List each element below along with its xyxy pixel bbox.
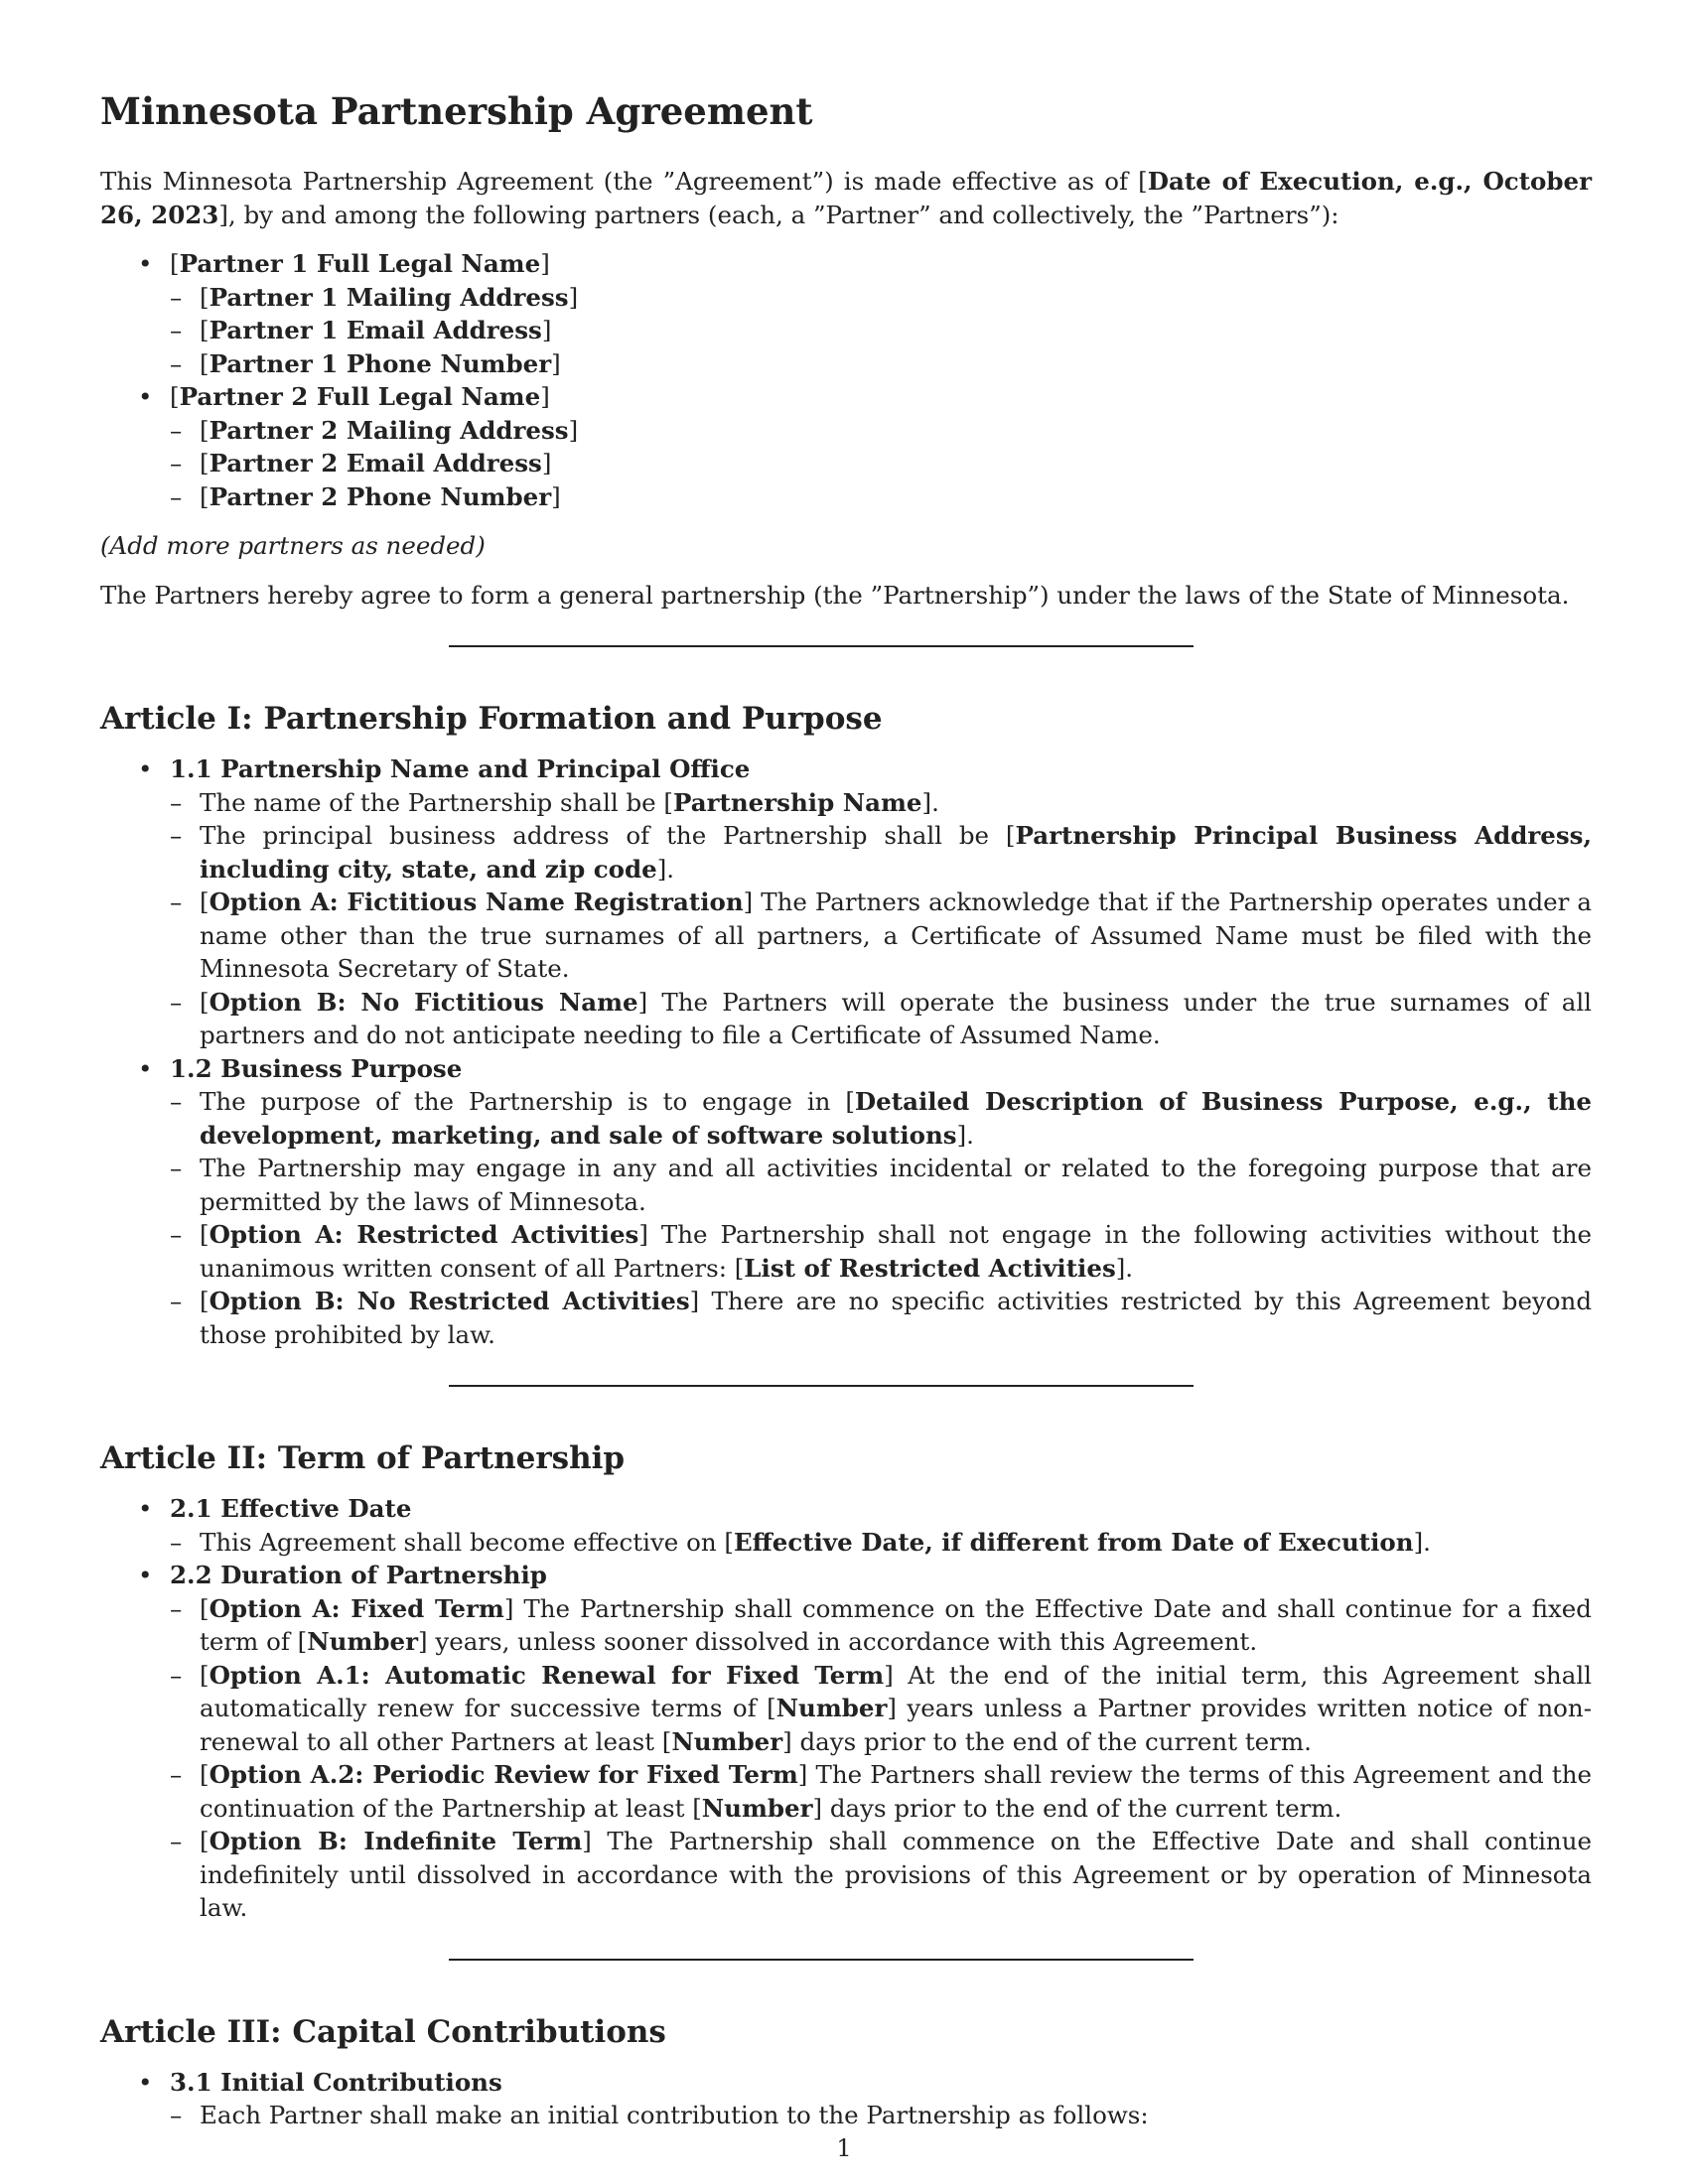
page-number: 1 xyxy=(836,2134,852,2162)
article-1-list xyxy=(138,752,1592,1351)
list-item: – [Option B: Indefinite Term] The Partnership shall commence on the Effective Date and shall continue indefinitely until dissolved in accordance with the provisions of this Agreement or by operation of Minnesota law. xyxy=(170,1825,1592,1925)
list-item: – The principal business address of the Partnership shall be [Partnership Principal Business Address, including city, state, and zip code]. xyxy=(170,819,1592,886)
list-item: – [Partner 1 Mailing Address] xyxy=(170,281,1592,315)
section-3-1: • 3.1 Initial Contributions – Each Partner shall make an initial contribution to the Partnership as follows: xyxy=(138,2066,1592,2132)
list-item: – [Option A: Fictitious Name Registration] The Partners acknowledge that if the Partnership operates under a name other than the true surnames of all partners, a Certificate of Assumed Name must be filed with the Minnesota Secretary of State. xyxy=(170,886,1592,986)
list-item: • [Partner 2 Full Legal Name] – [Partner 2 Mailing Address] – [Partner 2 Email Address] – [Partner 2 Phone Number] xyxy=(138,380,1592,513)
section-1-2: • 1.2 Business Purpose – The purpose of the Partnership is to engage in [Detailed Description of Business Purpose, e.g., the development, marketing, and sale of software solutions]. – The Partnership may engage in any and all activities incidental or related to the foregoing purpose that are permitted by the laws of Minnesota. – [Option A: Restricted Activities] The Partnership shall not engage in the following activities without the unanimous written consent of all Partners: [List of Restricted Activities]. – [Option B: No Restricted Activities] There are no specific activities restricted by this Agreement beyond those prohibited by law. xyxy=(138,1052,1592,1352)
list-item: – [Partner 2 Mailing Address] xyxy=(170,414,1592,448)
article-2-list xyxy=(138,1492,1592,1925)
list-item: – [Partner 1 Email Address] xyxy=(170,314,1592,347)
list-item: – This Agreement shall become effective on [Effective Date, if different from Date of Execution]. xyxy=(170,1526,1592,1560)
list-item: – [Option A: Fixed Term] The Partnership shall commence on the Effective Date and shall continue for a fixed term of [Number] years, unless sooner dissolved in accordance with this Agreement. xyxy=(170,1592,1592,1659)
section-1-1: • 1.1 Partnership Name and Principal Office – The name of the Partnership shall be [Partnership Name]. – The principal business address of the Partnership shall be [Partnership Principal Business Address, including city, state, and zip code]. – [Option A: Fictitious Name Registration] The Partners acknowledge that if the Partnership operates under a name other than the true surnames of all partners, a Certificate of Assumed Name must be filed with the Minnesota Secretary of State. – [Option B: No Fictitious Name] The Partners will operate the business under the true surnames of all partners and do not anticipate needing to file a Certificate of Assumed Name. xyxy=(138,752,1592,1052)
list-item: – [Option B: No Fictitious Name] The Partners will operate the business under the true surnames of all partners and do not anticipate needing to file a Certificate of Assumed Name. xyxy=(170,986,1592,1052)
article-3-heading: Article III: Capital Contributions xyxy=(100,2013,666,2050)
partners-list xyxy=(138,247,1592,513)
list-item: – The name of the Partnership shall be [Partnership Name]. xyxy=(170,786,1592,820)
list-item: – [Option A.1: Automatic Renewal for Fixed Term] At the end of the initial term, this Agreement shall automatically renew for successive terms of [Number] years unless a Partner provides written notice of non-renewal to all other Partners at least [Number] days prior to the end of the current term. xyxy=(170,1659,1592,1759)
list-item: – The purpose of the Partnership is to engage in [Detailed Description of Business Purpose, e.g., the development, marketing, and sale of software solutions]. xyxy=(170,1085,1592,1152)
section-2-1: • 2.1 Effective Date – This Agreement shall become effective on [Effective Date, if different from Date of Execution]. xyxy=(138,1492,1592,1559)
add-more-note: (Add more partners as needed) xyxy=(100,531,486,560)
section-2-2: • 2.2 Duration of Partnership – [Option A: Fixed Term] The Partnership shall commence on the Effective Date and shall continue for a fixed term of [Number] years, unless sooner dissolved in accordance with this Agreement. – [Option A.1: Automatic Renewal for Fixed Term] At the end of the initial term, this Agreement shall automatically renew for successive terms of [Number] years unless a Partner provides written notice of non-renewal to all other Partners at least [Number] days prior to the end of the current term. – [Option A.2: Periodic Review for Fixed Term] The Partners shall review the terms of this Agreement and the continuation of the Partnership at least [Number] days prior to the end of the current term. – [Option B: Indefinite Term] The Partnership shall commence on the Effective Date and shall continue indefinitely until dissolved in accordance with the provisions of this Agreement or by operation of Minnesota law. xyxy=(138,1559,1592,1925)
list-item: – The Partnership may engage in any and all activities incidental or related to the foregoing purpose that are permitted by the laws of Minnesota. xyxy=(170,1152,1592,1218)
article-1-heading: Article I: Partnership Formation and Purpose xyxy=(100,701,883,737)
document-page xyxy=(100,89,1592,2132)
list-item: – [Option A.2: Periodic Review for Fixed Term] The Partners shall review the terms of this Agreement and the continuation of the Partnership at least [Number] days prior to the end of the current term. xyxy=(170,1758,1592,1825)
list-item: – [Option B: No Restricted Activities] There are no specific activities restricted by this Agreement beyond those prohibited by law. xyxy=(170,1285,1592,1351)
list-item: – [Partner 1 Phone Number] xyxy=(170,347,1592,381)
list-item: – [Partner 2 Email Address] xyxy=(170,447,1592,480)
list-item: – Each Partner shall make an initial contribution to the Partnership as follows: xyxy=(170,2099,1592,2132)
article-3-list xyxy=(138,2066,1592,2132)
section-divider xyxy=(449,645,1194,647)
list-item: • [Partner 1 Full Legal Name] – [Partner 1 Mailing Address] – [Partner 1 Email Address] – [Partner 1 Phone Number] xyxy=(138,247,1592,380)
list-item: – [Partner 2 Phone Number] xyxy=(170,480,1592,514)
document-title: Minnesota Partnership Agreement xyxy=(100,89,813,133)
list-item: – [Option A: Restricted Activities] The Partnership shall not engage in the following activities without the unanimous written consent of all Partners: [List of Restricted Activities]. xyxy=(170,1218,1592,1285)
date-placeholder: Date of Execution, e.g., October 26, 2023 xyxy=(100,167,1592,229)
section-divider xyxy=(449,1385,1194,1387)
article-2-heading: Article II: Term of Partnership xyxy=(100,1440,626,1476)
section-divider xyxy=(449,1959,1194,1961)
intro-paragraph: This Minnesota Partnership Agreement (the ”Agreement”) is made effective as of [Date of Execution, e.g., October 26, 2023], by and among the following partners (each, a ”Partner” and collectively, the ”Partners”): xyxy=(100,167,1592,229)
formation-paragraph: The Partners hereby agree to form a general partnership (the ”Partnership”) under the laws of the State of Minnesota. xyxy=(100,580,1570,610)
